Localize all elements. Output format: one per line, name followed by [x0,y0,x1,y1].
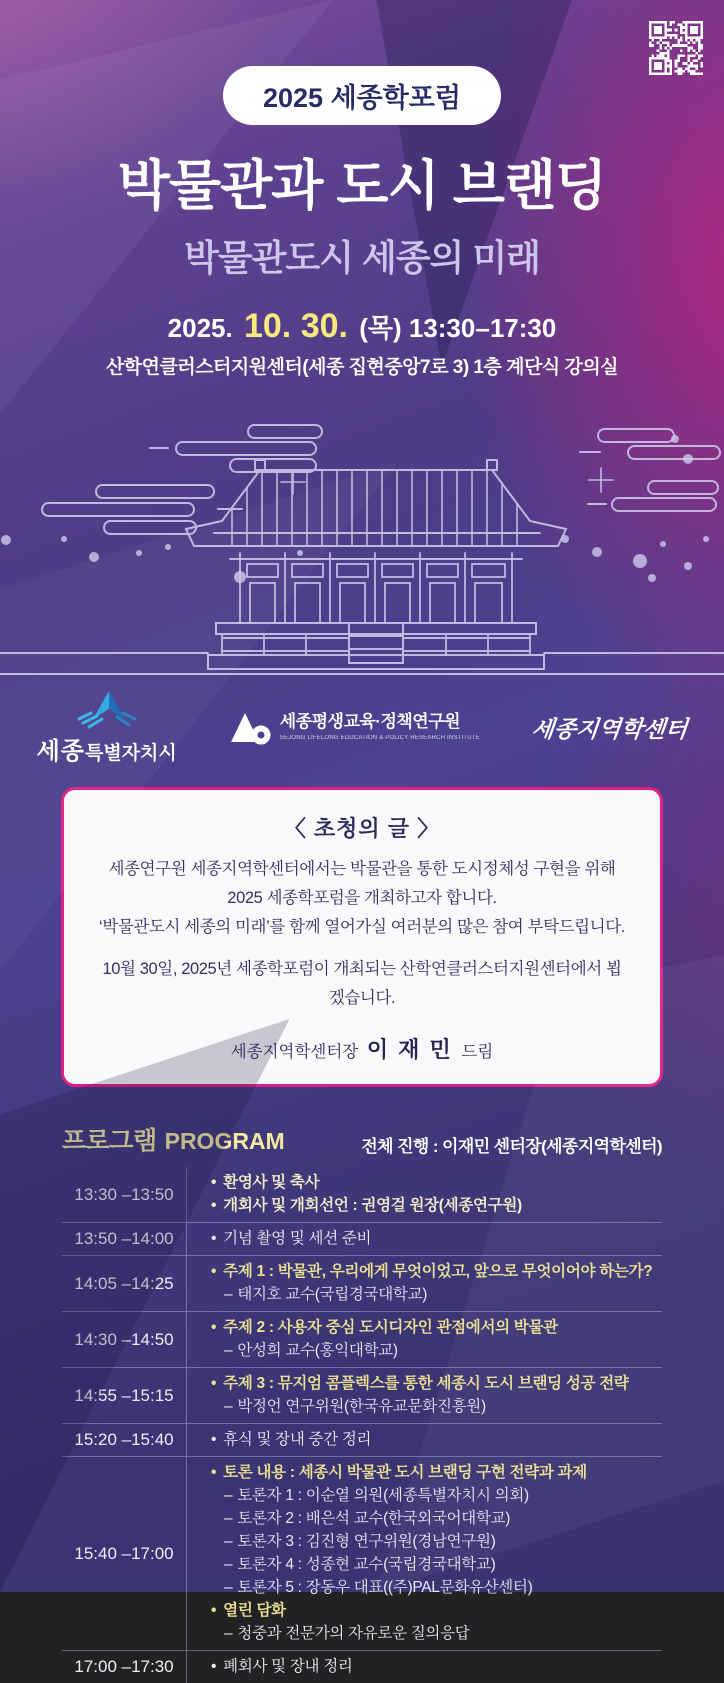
invitation-box [61,787,663,1087]
program-item [211,1657,662,1677]
program-time: 15:20 –15:40 [62,1424,187,1456]
program-item-text: 환영사 및 축사 [223,1174,320,1191]
program-item-text: 폐회사 및 장내 정리 [223,1658,353,1675]
program-item [211,1624,662,1644]
program-row [62,1312,662,1368]
program-title-en: PROGRAM [164,1128,285,1154]
program-item [211,1285,662,1305]
program-items [187,1312,662,1367]
cloud-icon [96,485,214,498]
program-row [62,1424,662,1457]
program-host: 전체 진행 : 이재민 센터장(세종지역학센터) [361,1137,662,1156]
program-item [211,1555,662,1575]
program-item [211,1397,662,1417]
program-row [62,1223,662,1256]
program-item [211,1578,662,1598]
logo-sejong-regional-center [532,711,688,744]
program-item-text: 토론자 5 : 장동우 대표((주)PAL문화유산센터) [237,1579,533,1596]
bullet-marker: • [211,1174,217,1191]
program-item-text: 열린 담화 [223,1602,286,1619]
program-row [62,1651,662,1683]
cloud-icon [176,442,316,455]
program-title-ko: 프로그램 [62,1127,157,1155]
program-item-text: 안성희 교수(홍익대학교) [237,1342,398,1359]
program-time: 17:00 –17:30 [62,1651,187,1683]
program-items [187,1223,662,1255]
invitation-body [96,855,628,1013]
date-highlight: 10. 30. [243,307,348,345]
cloud-icon [104,521,196,534]
bullet-marker: • [211,1658,217,1675]
signature-name: 이 재 민 [366,1037,453,1062]
cloud-icon [598,429,674,442]
logo-institute-label: 세종평생교육·정책연구원 [279,711,461,731]
bullet-marker: • [211,1431,217,1448]
invitation-signature [96,1033,628,1064]
program-items [187,1167,662,1222]
cloud-icon [628,446,720,459]
triangle-circle-icon [229,709,271,745]
cloud-icon [612,498,716,511]
program-item-text: 개회사 및 개회선언 : 권영걸 원장(세종연구원) [223,1197,522,1214]
invitation-line: ‘박물관도시 세종의 미래’를 함께 열어가실 여러분의 많은 참여 부탁드립니다. [99,918,625,936]
program-item-text: 토론 내용 : 세종시 박물관 도시 브랜딩 구현 전략과 과제 [223,1464,587,1481]
program-time: 14:55 –15:15 [62,1368,187,1423]
program-time: 14:05 –14:25 [62,1256,187,1311]
star-dots [1,435,709,583]
program-table [62,1167,662,1683]
invitation-title: 〈 초청의 글 〉 [283,816,441,841]
program-item-text: 기념 촬영 및 세션 준비 [223,1230,372,1247]
palace-roof [186,470,566,546]
program-row [62,1368,662,1424]
bullet-marker: • [211,1230,217,1247]
bullet-marker: – [224,1286,233,1303]
palace-wall [240,553,512,623]
program-item-text: 청중과 전문가의 자유로운 질의응답 [237,1625,470,1642]
cloud-icon [42,503,194,516]
program-row [62,1167,662,1223]
invitation-line: 세종연구원 세종지역학센터에서는 박물관을 통한 도시정체성 구현을 위해 [108,860,616,878]
roof-finial [255,460,265,470]
program-item [211,1486,662,1506]
star-icon [281,470,305,494]
bullet-marker: – [224,1342,233,1359]
program-item-text: 토론자 4 : 성종현 교수(국립경국대학교) [237,1556,496,1573]
sponsor-logos [0,677,724,777]
program-item-text: 토론자 1 : 이순열 의원(세종특별자치시 의회) [237,1487,529,1504]
program-header [62,1121,662,1157]
program-item [211,1509,662,1529]
program-item-text: 주제 1 : 박물관, 우리에게 무엇이었고, 앞으로 무엇이어야 하는가? [223,1263,653,1280]
cloud-icon [248,425,322,438]
bullet-marker: • [211,1319,217,1336]
program-items [187,1256,662,1311]
bullet-marker: • [211,1464,217,1481]
program-item-text: 박정언 연구위원(한국유교문화진흥원) [237,1398,486,1415]
program-item-text: 토론자 2 : 배은석 교수(한국외국어대학교) [237,1510,511,1527]
program-section [62,1121,662,1683]
program-item-text: 토론자 3 : 김진형 연구위원(경남연구원) [237,1533,496,1550]
bullet-marker: – [224,1556,233,1573]
program-item [211,1262,662,1282]
date-year: 2025. [167,313,233,343]
program-time: 14:30 –14:50 [62,1312,187,1367]
program-item-text: 주제 2 : 사용자 중심 도시디자인 관점에서의 박물관 [223,1319,558,1336]
program-time: 15:40 –17:00 [62,1457,187,1650]
program-items [187,1424,662,1456]
program-row [62,1256,662,1312]
signature-role: 세종지역학센터장 [230,1043,359,1061]
cloud-icon [648,481,718,494]
bullet-marker: – [224,1579,233,1596]
program-item-text: 휴식 및 장내 중간 정리 [223,1431,372,1448]
program-item [211,1229,662,1249]
logo-sejong-city-label: 특별자치시 [84,742,177,764]
program-item [211,1532,662,1552]
program-time: 13:30 –13:50 [62,1167,187,1222]
program-items [187,1368,662,1423]
bullet-marker: – [224,1533,233,1550]
logo-regional-center-label: 세종지역학센터 [530,715,689,743]
signature-suffix: 드림 [461,1043,494,1061]
bullet-marker: • [211,1263,217,1280]
logo-sejong-city [37,689,177,766]
program-item-text: 태지호 교수(국립경국대학교) [237,1286,428,1303]
poster-header [0,0,724,379]
date-time: (목) 13:30–17:30 [359,313,557,343]
program-item [211,1601,662,1621]
program-title [62,1121,285,1157]
palace-illustration [0,407,724,677]
program-item [211,1430,662,1450]
bullet-marker: – [224,1625,233,1642]
event-title: 박물관과 도시 브랜딩 [117,156,607,216]
event-date [0,307,724,346]
program-item [211,1173,662,1193]
logo-sejong-institute [229,709,480,745]
event-badge: 2025 세종학포럼 [223,66,501,125]
bullet-marker: – [224,1510,233,1527]
invitation-line: 2025 세종학포럼을 개최하고자 합니다. [227,889,497,907]
logo-sejong-city-label-bold: 세종 [36,737,85,765]
event-subtitle: 박물관도시 세종의 미래 [184,237,540,278]
bullet-marker: – [224,1398,233,1415]
palace-stairs [349,623,403,663]
bullet-marker: • [211,1197,217,1214]
roof-finial [487,460,497,470]
bullet-marker: • [211,1375,217,1392]
sejong-city-bird-icon [71,689,143,729]
invitation-line: 10월 30일, 2025년 세종학포럼이 개최되는 산학연클러스터지원센터에서 뵙겠습니다. [102,960,622,1007]
program-items [187,1651,662,1683]
program-item [211,1463,662,1483]
logo-institute-subtext: SEJONG LIFELONG EDUCATION & POLICY RESEARCH INSTITUTE [279,734,480,741]
bullet-marker: – [224,1487,233,1504]
program-items [187,1457,662,1650]
program-row [62,1457,662,1651]
program-item [211,1318,662,1338]
star-icon [589,468,613,492]
program-item [211,1341,662,1361]
bullet-marker: • [211,1602,217,1619]
program-item-text: 주제 3 : 뮤지엄 콤플렉스를 통한 세종시 도시 브랜딩 성공 전략 [223,1375,629,1392]
program-item [211,1196,662,1216]
program-item [211,1374,662,1394]
event-venue: 산학연클러스터지원센터(세종 집현중앙7로 3) 1층 계단식 강의실 [105,357,619,378]
palace-platform [216,623,536,634]
program-time: 13:50 –14:00 [62,1223,187,1255]
